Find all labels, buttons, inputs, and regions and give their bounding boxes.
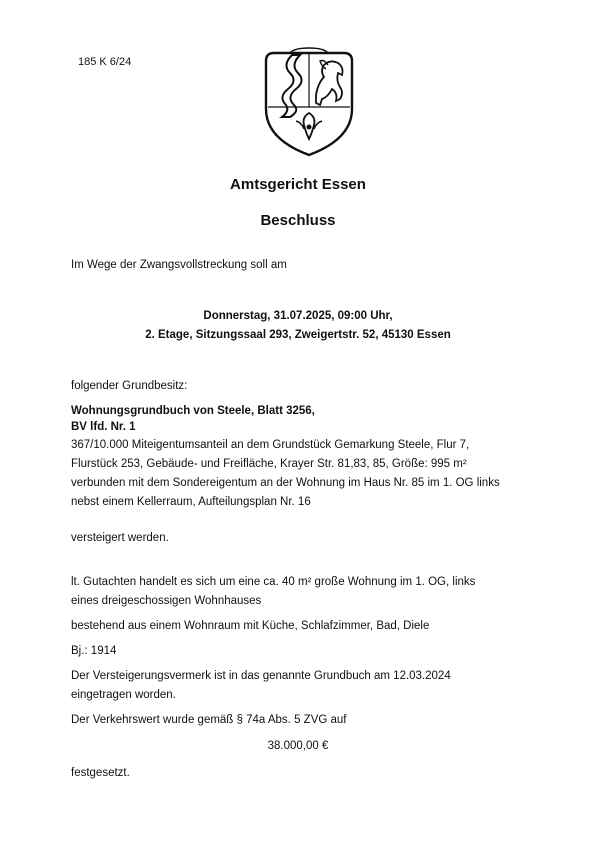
court-name: Amtsgericht Essen xyxy=(230,176,366,193)
market-value: 38.000,00 € xyxy=(267,740,329,752)
rooms-text: bestehend aus einem Wohnraum mit Küche, Schlafzimmer, Bad, Diele xyxy=(71,620,430,632)
closing-text: festgesetzt. xyxy=(71,767,130,779)
intro-text: Im Wege der Zwangsvollstreckung soll am xyxy=(71,259,287,271)
file-reference: 185 K 6/24 xyxy=(78,56,132,68)
document-title: Beschluss xyxy=(260,212,336,229)
registration-line: eingetragen worden. xyxy=(71,689,176,701)
build-year: Bj.: 1914 xyxy=(71,645,117,657)
appointment-location: 2. Etage, Sitzungssaal 293, Zweigertstr. 52, 45130 Essen xyxy=(145,329,451,341)
property-heading: folgender Grundbesitz: xyxy=(71,380,188,392)
property-description-line: 367/10.000 Miteigentumsanteil an dem Grundstück Gemarkung Steele, Flur 7, xyxy=(71,439,470,451)
valuation-intro: Der Verkehrswert wurde gemäß § 74a Abs. 5 ZVG auf xyxy=(71,714,347,726)
appointment-date: Donnerstag, 31.07.2025, 09:00 Uhr, xyxy=(203,310,393,322)
appraisal-line: eines dreigeschossigen Wohnhauses xyxy=(71,595,262,607)
property-description-line: Flurstück 253, Gebäude- und Freifläche, Krayer Str. 81,83, 85, Größe: 995 m² xyxy=(71,458,467,470)
registration-line: Der Versteigerungsvermerk ist in das genannte Grundbuch am 12.03.2024 xyxy=(71,670,451,682)
property-description-line: nebst einem Kellerraum, Aufteilungsplan Nr. 16 xyxy=(71,496,311,508)
auction-statement: versteigert werden. xyxy=(71,532,169,544)
property-description-line: verbunden mit dem Sondereigentum an der Wohnung im Haus Nr. 85 im 1. OG links xyxy=(71,477,500,489)
coat-of-arms-logo xyxy=(260,47,358,159)
appraisal-line: lt. Gutachten handelt es sich um eine ca. 40 m² große Wohnung im 1. OG, links xyxy=(71,576,476,588)
property-register: Wohnungsgrundbuch von Steele, Blatt 3256, xyxy=(71,405,315,417)
property-entry: BV lfd. Nr. 1 xyxy=(71,421,136,433)
